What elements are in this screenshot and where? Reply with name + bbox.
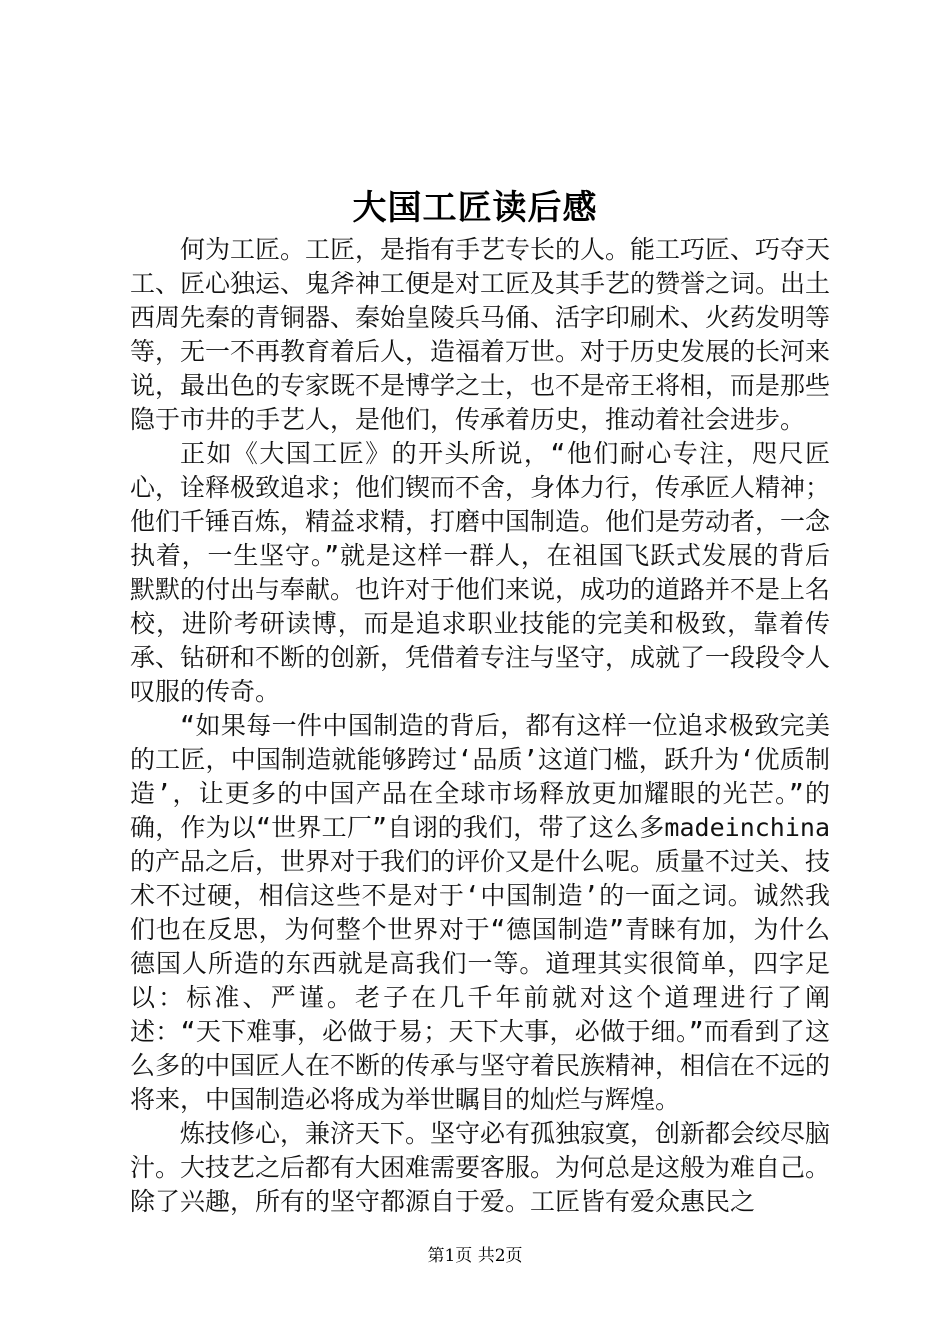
document-body bbox=[130, 233, 830, 1219]
page-footer: 第1页 共2页 bbox=[427, 1246, 523, 1266]
paragraph-1: 何为工匠。工匠，是指有手艺专长的人。能工巧匠、巧夺天工、匠心独运、鬼斧神工便是对工匠及其手艺的赞誉之词。出土西周先秦的青铜器、秦始皇陵兵马俑、活字印刷术、火药发明等等，无一不再教育着后人，造福着万世。对于历史发展的长河来说，最出色的专家既不是博学之士，也不是帝王将相，而是那些隐于市井的手艺人，是他们，传承着历史，推动着社会进步。 bbox=[130, 235, 831, 434]
document-title: 大国工匠读后感 bbox=[352, 188, 598, 228]
paragraph-4: 炼技修心，兼济天下。坚守必有孤独寂寞，创新都会绞尽脑汁。大技艺之后都有大困难需要客服。为何总是这般为难自己。除了兴趣，所有的坚守都源自于爱。工匠皆有爱众惠民之 bbox=[130, 1119, 831, 1216]
paragraph-3: “如果每一件中国制造的背后，都有这样一位追求极致完美的工匠，中国制造就能够跨过‘品质’这道门槛，跃升为‘优质制造’，让更多的中国产品在全球市场释放更加耀眼的光芒。”的确，作为以“世界工厂”自诩的我们，带了这么多madeinchina的产品之后，世界对于我们的评价又是什么呢。质量不过关、技术不过硬，相信这些不是对于‘中国制造’的一面之词。诚然我们也在反思，为何整个世界对于“德国制造”青睐有加，为什么德国人所造的东西就是高我们一等。道理其实很简单，四字足以：标准、严谨。老子在几千年前就对这个道理进行了阐述：“天下难事，必做于易；天下大事，必做于细。”而看到了这么多的中国匠人在不断的传承与坚守着民族精神，相信在不远的将来，中国制造必将成为举世瞩目的灿烂与辉煌。 bbox=[130, 711, 831, 1114]
paragraph-2: 正如《大国工匠》的开头所说，“他们耐心专注，咫尺匠心，诠释极致追求；他们锲而不舍，身体力行，传承匠人精神；他们千锤百炼，精益求精，打磨中国制造。他们是劳动者，一念执着，一生坚守。”就是这样一群人，在祖国飞跃式发展的背后默默的付出与奉献。也许对于他们来说，成功的道路并不是上名校，进阶考研读博，而是追求职业技能的完美和极致，靠着传承、钻研和不断的创新，凭借着专注与坚守，成就了一段段令人叹服的传奇。 bbox=[130, 439, 831, 706]
